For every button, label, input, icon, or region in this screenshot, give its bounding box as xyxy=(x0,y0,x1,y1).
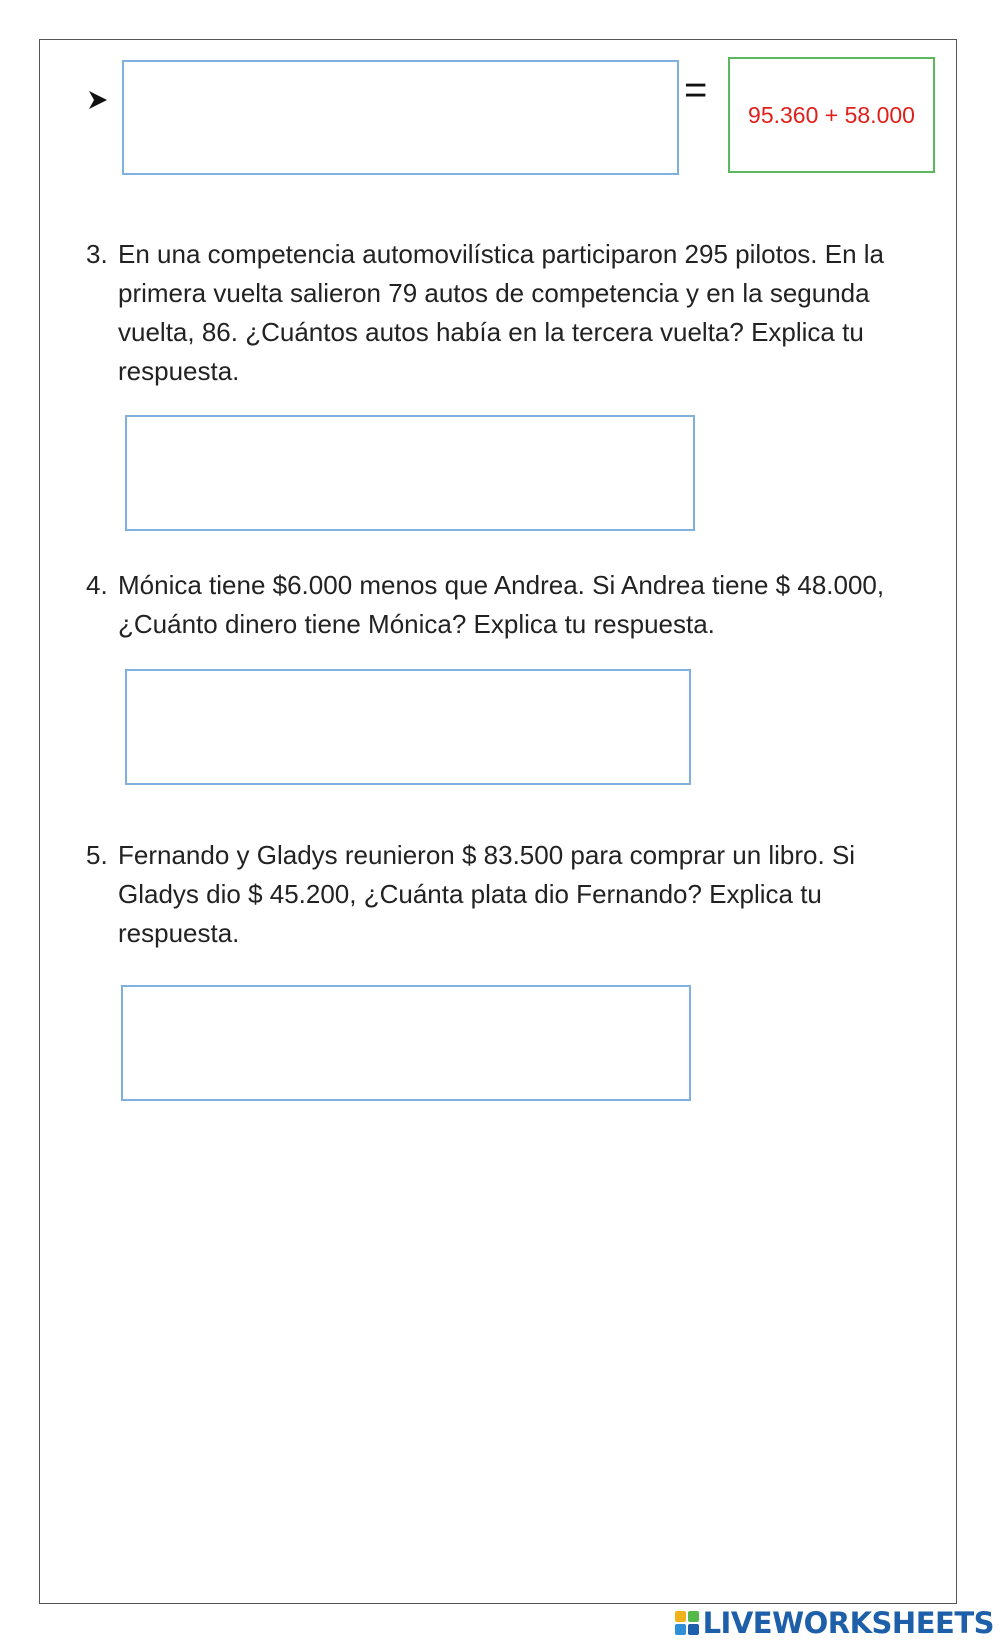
answer-input-box-top[interactable] xyxy=(122,60,679,175)
question-text: En una competencia automovilística participaron 295 pilotos. En la primera vuelta salieron 79 autos de competencia y en la segunda vuelta, 86. ¿Cuántos autos había en la tercera vuelta? Explica tu respuesta. xyxy=(118,239,884,386)
question-text: Mónica tiene $6.000 menos que Andrea. Si Andrea tiene $ 48.000, ¿Cuánto dinero tiene Mónica? Explica tu respuesta. xyxy=(118,570,885,639)
liveworksheets-logo xyxy=(675,1606,994,1640)
question-number: 3. xyxy=(86,239,108,269)
question-number: 4. xyxy=(86,570,108,600)
answer-input-box-5[interactable] xyxy=(121,985,691,1101)
given-expression-box xyxy=(728,57,935,173)
equals-sign: = xyxy=(684,68,708,112)
question-number: 5. xyxy=(86,840,108,870)
arrow-bullet-icon xyxy=(86,88,110,112)
answer-input-box-4[interactable] xyxy=(125,669,691,785)
logo-text: LIVEWORKSHEETS xyxy=(702,1606,994,1640)
question-3 xyxy=(86,235,926,391)
given-expression-text: 95.360 + 58.000 xyxy=(748,101,915,128)
question-4 xyxy=(86,566,926,644)
answer-input-box-3[interactable] xyxy=(125,415,695,531)
question-text: Fernando y Gladys reunieron $ 83.500 para comprar un libro. Si Gladys dio $ 45.200, ¿Cuánta plata dio Fernando? Explica tu respuesta. xyxy=(118,840,856,948)
logo-squares-icon xyxy=(675,1611,699,1635)
question-5 xyxy=(86,836,926,953)
